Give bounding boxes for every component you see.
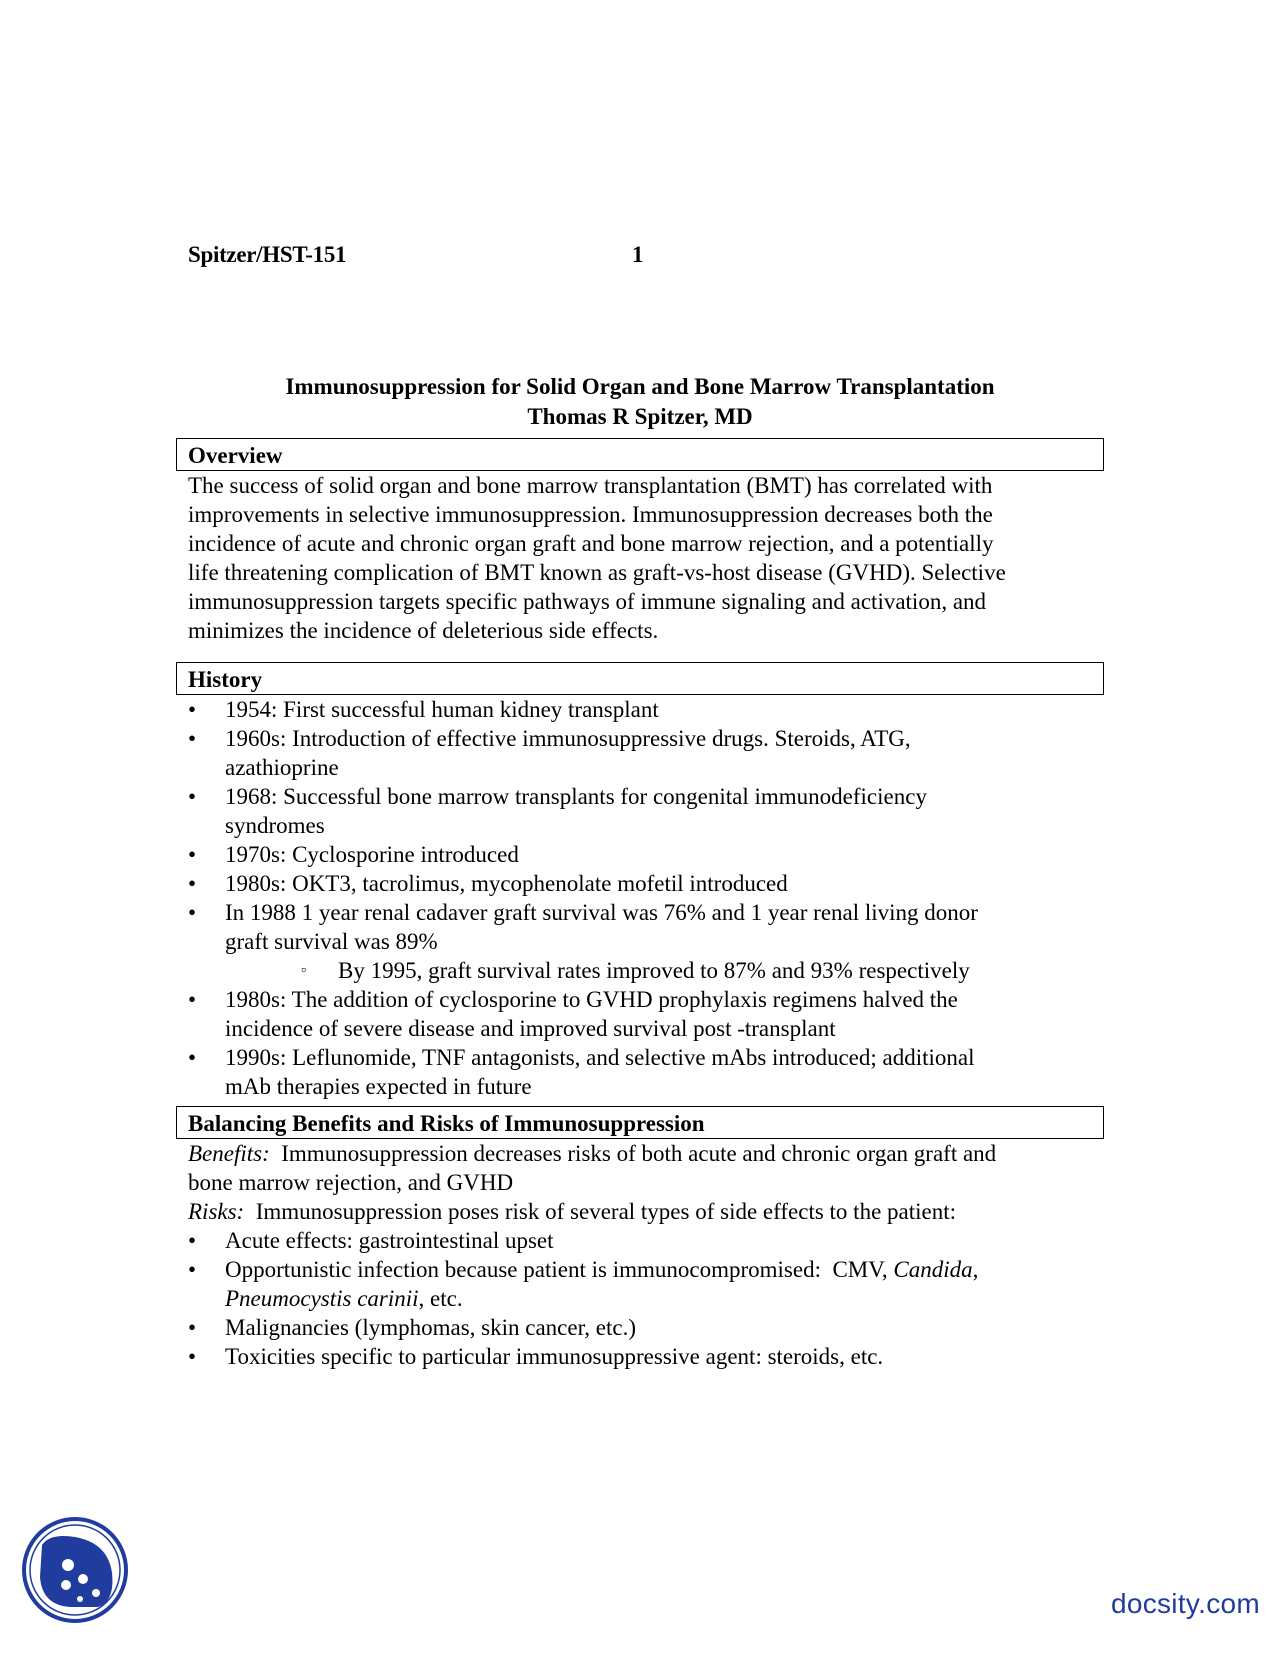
overview-section [176, 438, 1104, 645]
list-item-text [225, 1255, 1104, 1284]
title-line: Immunosuppression for Solid Organ and Bone Marrow Transplantation [285, 374, 995, 399]
author-line: Thomas R Spitzer, MD [527, 404, 753, 429]
history-heading: History [176, 662, 1104, 695]
overview-line: immunosuppression targets specific pathways of immune signaling and activation, and [188, 589, 987, 614]
list-item [176, 782, 1104, 840]
list-item-text: 1954: First successful human kidney transplant [225, 697, 659, 722]
list-item [176, 1255, 1104, 1313]
balancing-heading: Balancing Benefits and Risks of Immunosuppression [176, 1106, 1104, 1139]
bullet-icon: • [188, 842, 197, 867]
risks-line [176, 1197, 1104, 1226]
bullet-icon: • [188, 987, 197, 1012]
bullet-icon: • [188, 1315, 197, 1340]
history-list [176, 695, 1104, 956]
page-number: 1 [632, 242, 644, 267]
bullet-icon: • [188, 900, 197, 925]
list-item [176, 840, 1104, 869]
overview-line: incidence of acute and chronic organ graft and bone marrow rejection, and a potentially [188, 531, 994, 556]
list-item [176, 695, 1104, 724]
sub-bullet-icon: ▫ [301, 963, 306, 978]
benefits-line [176, 1139, 1104, 1168]
overview-line: life threatening complication of BMT known as graft-vs-host disease (GVHD). Selective [188, 560, 1006, 585]
bullet-icon: • [188, 697, 197, 722]
list-item [176, 985, 1104, 1043]
bullet-icon: • [188, 1045, 197, 1070]
docsity-logo-icon[interactable] [20, 1515, 130, 1625]
list-item-text: 1990s: Leflunomide, TNF antagonists, and selective mAbs introduced; additional [225, 1045, 975, 1070]
running-head: Spitzer/HST-151 [188, 242, 347, 267]
balancing-section [176, 1106, 1104, 1371]
overview-line: improvements in selective immunosuppression. Immunosuppression decreases both the [188, 502, 993, 527]
list-item-text: Malignancies (lymphomas, skin cancer, etc.) [225, 1315, 637, 1340]
benefits-label: Benefits: [188, 1141, 270, 1166]
organism-name: Candida [893, 1257, 973, 1282]
bullet-icon: • [188, 1344, 197, 1369]
list-item-text: azathioprine [225, 755, 339, 780]
list-item-text [225, 1284, 1104, 1313]
benefits-text: Immunosuppression decreases risks of both acute and chronic organ graft and [269, 1141, 997, 1166]
bullet-icon: • [188, 726, 197, 751]
list-item-text: syndromes [225, 813, 325, 838]
organism-name: Pneumocystis carinii [225, 1286, 419, 1311]
list-item-text: 1970s: Cyclosporine introduced [225, 842, 519, 867]
benefits-line: bone marrow rejection, and GVHD [188, 1170, 514, 1195]
bullet-icon: • [188, 1257, 197, 1282]
infection-text: Opportunistic infection because patient is immunocompromised: CMV, [225, 1257, 894, 1282]
list-item-text: mAb therapies expected in future [225, 1074, 532, 1099]
list-item-text: Toxicities specific to particular immunosuppressive agent: steroids, etc. [225, 1344, 884, 1369]
overview-body [176, 471, 1104, 645]
list-item [176, 1313, 1104, 1342]
list-item [176, 1342, 1104, 1371]
bullet-icon: • [188, 1228, 197, 1253]
infection-text-end: , etc. [418, 1286, 463, 1311]
risks-label: Risks: [188, 1199, 245, 1224]
sub-list-item-text: By 1995, graft survival rates improved to 87% and 93% respectively [338, 958, 970, 983]
history-list-continued [176, 985, 1104, 1101]
risks-list [176, 1226, 1104, 1371]
punctuation: , [972, 1257, 979, 1282]
list-item [176, 898, 1104, 956]
document-title [176, 372, 1104, 432]
overview-heading: Overview [176, 438, 1104, 471]
list-item [176, 869, 1104, 898]
bullet-icon: • [188, 784, 197, 809]
overview-line: The success of solid organ and bone marrow transplantation (BMT) has correlated with [188, 473, 993, 498]
bullet-icon: • [188, 871, 197, 896]
list-item-text: Acute effects: gastrointestinal upset [225, 1228, 554, 1253]
risks-text: Immunosuppression poses risk of several types of side effects to the patient: [244, 1199, 957, 1224]
overview-line: minimizes the incidence of deleterious side effects. [188, 618, 659, 643]
list-item-text: 1960s: Introduction of effective immunosuppressive drugs. Steroids, ATG, [225, 726, 911, 751]
sub-list-item [176, 956, 1104, 985]
list-item-text: In 1988 1 year renal cadaver graft survival was 76% and 1 year renal living donor [225, 900, 978, 925]
list-item [176, 724, 1104, 782]
list-item [176, 1226, 1104, 1255]
list-item-text: graft survival was 89% [225, 929, 438, 954]
list-item-text: 1968: Successful bone marrow transplants for congenital immunodeficiency [225, 784, 927, 809]
list-item [176, 1043, 1104, 1101]
list-item-text: 1980s: OKT3, tacrolimus, mycophenolate mofetil introduced [225, 871, 788, 896]
list-item-text: incidence of severe disease and improved survival post -transplant [225, 1016, 836, 1041]
list-item-text: 1980s: The addition of cyclosporine to GVHD prophylaxis regimens halved the [225, 987, 958, 1012]
history-section [176, 662, 1104, 1101]
brand-link[interactable]: docsity.com [1110, 1588, 1260, 1619]
